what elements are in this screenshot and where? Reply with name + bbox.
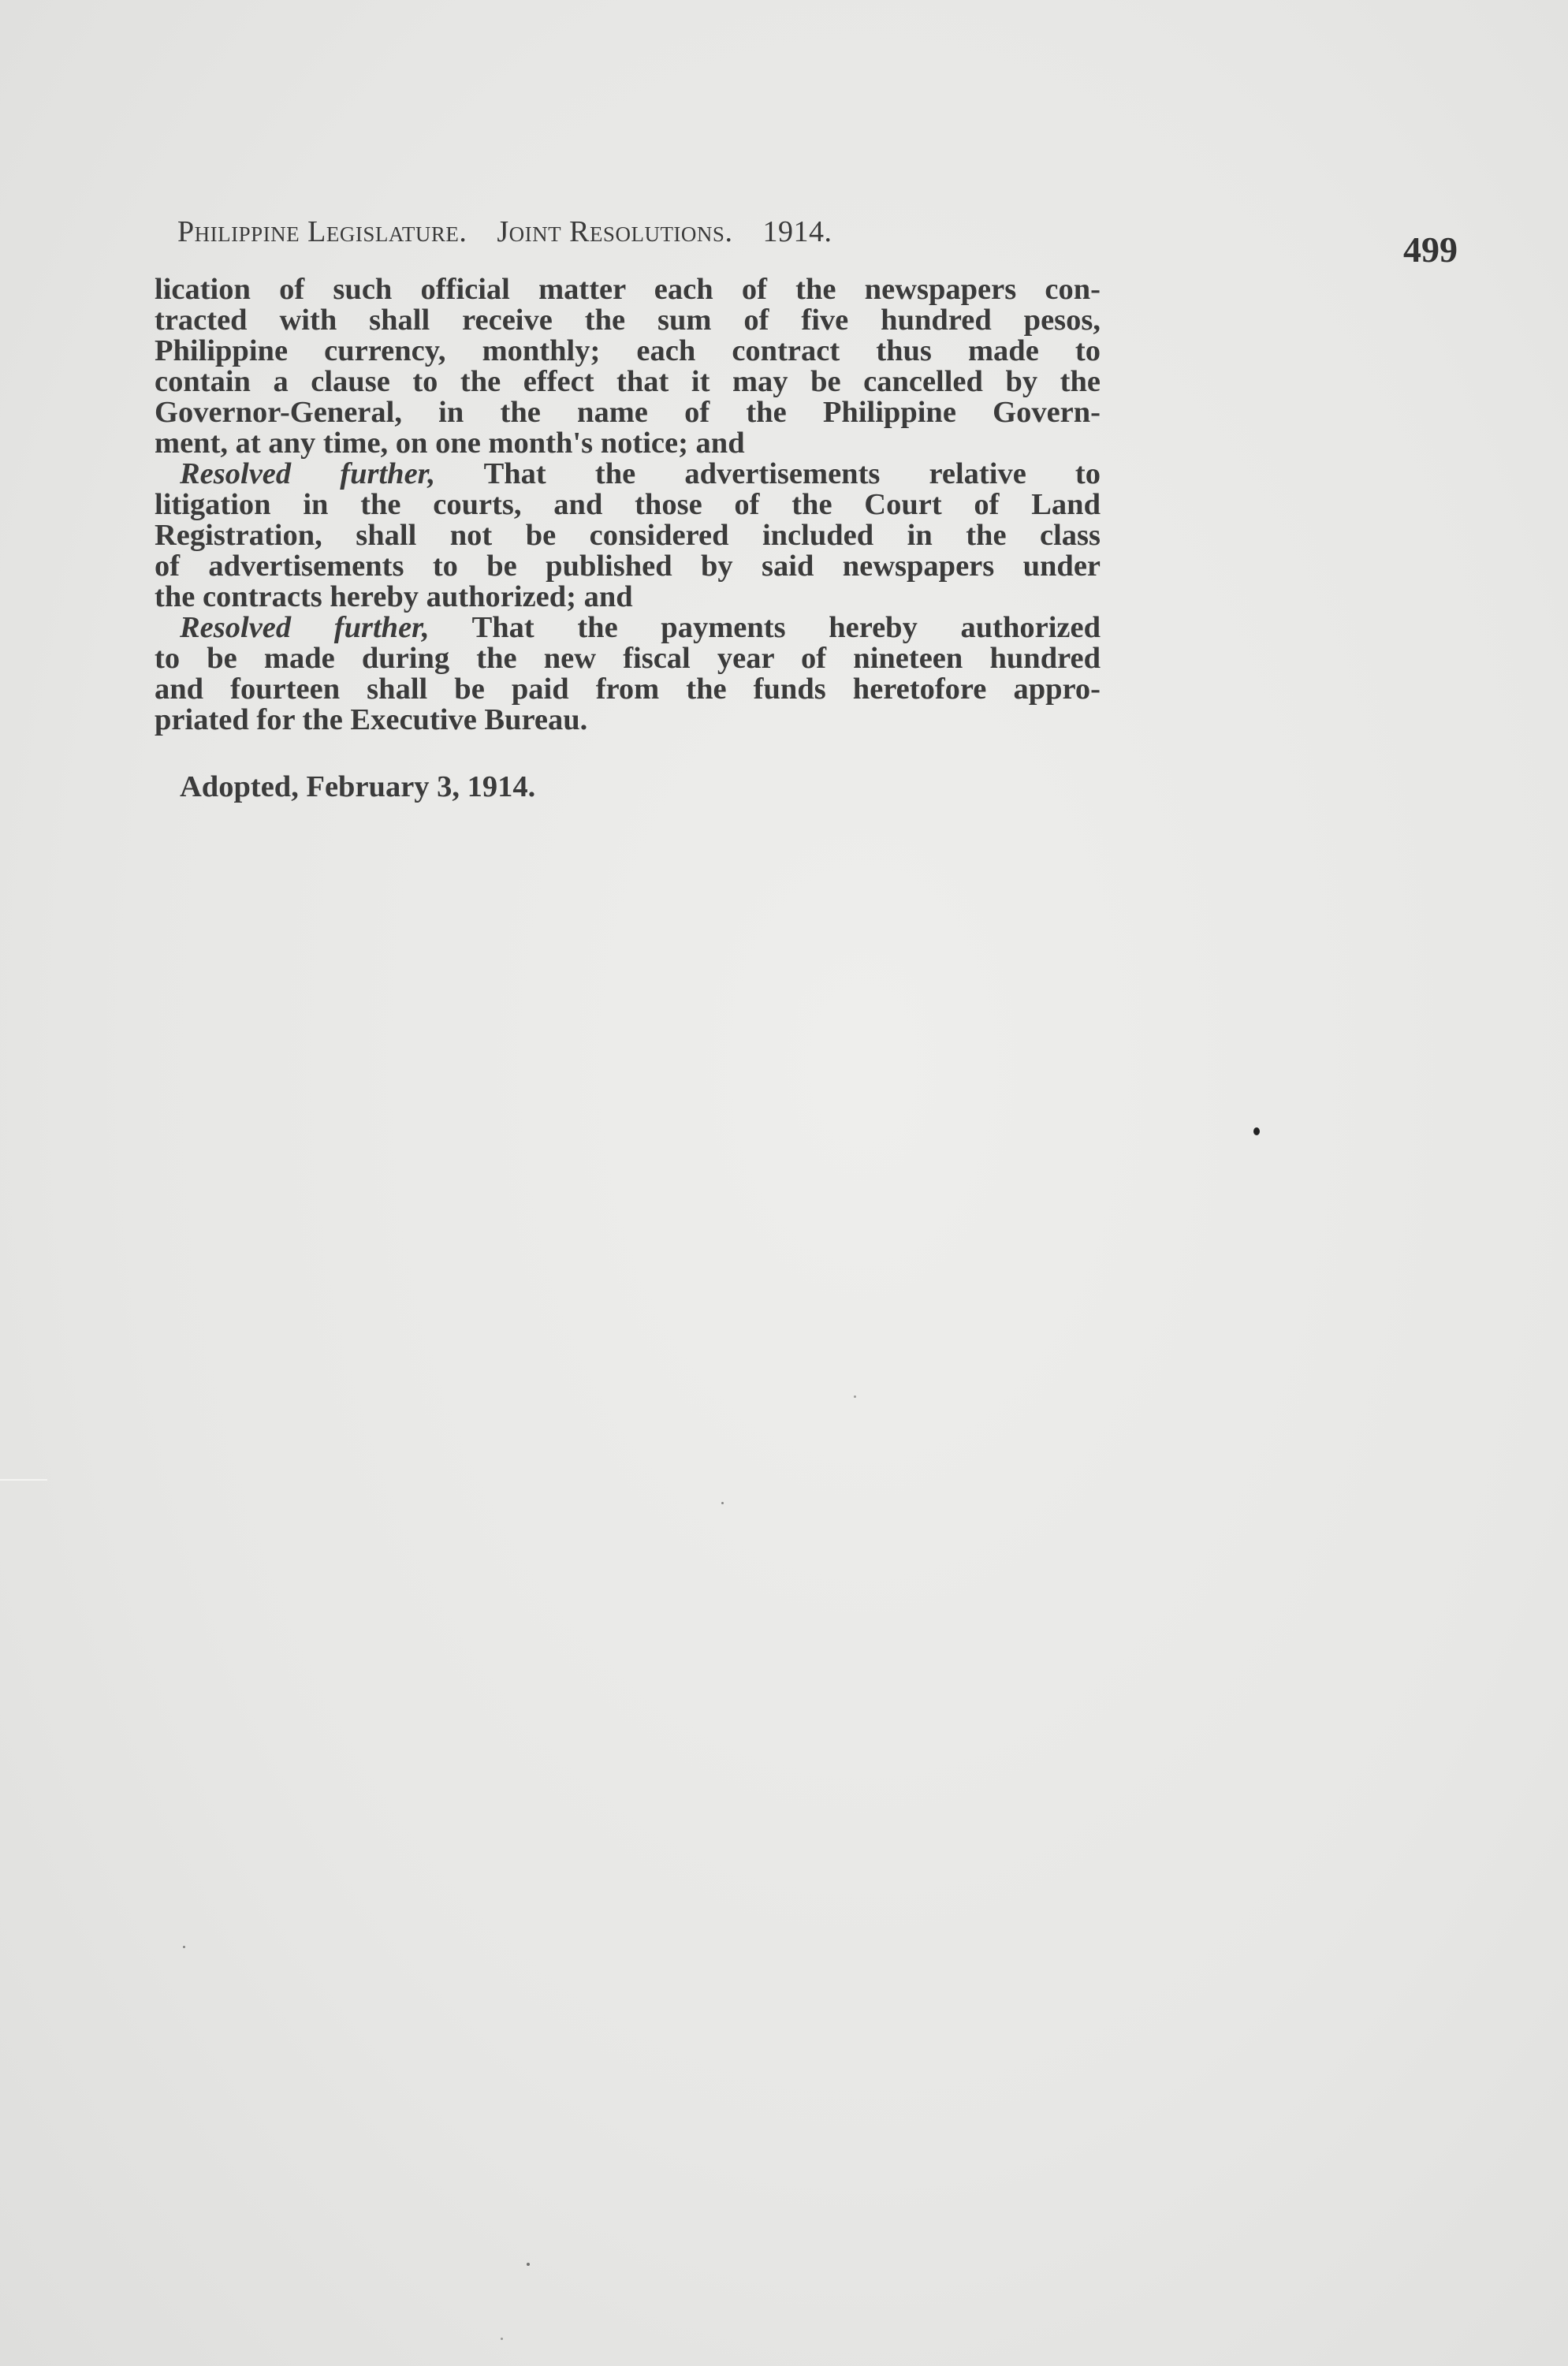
text-line: tracted with shall receive the sum of five hundred pesos, <box>155 304 1101 337</box>
page-number: 499 <box>1403 229 1458 270</box>
text-line: Philippine currency, monthly; each contract thus made to <box>155 334 1101 367</box>
ink-speck <box>1253 1127 1260 1135</box>
resolved-further-lead: Resolved further, <box>180 457 436 490</box>
text-line: the contracts hereby authorized; and <box>155 580 633 613</box>
running-head-legislature: Philippine Legislature. <box>177 215 467 248</box>
text-line: of advertisements to be published by said newspapers under <box>155 550 1101 583</box>
text-line: and fourteen shall be paid from the funds heretofore appro- <box>155 673 1101 706</box>
paragraph-resolved-2-first-line <box>155 613 1101 643</box>
running-head <box>177 214 1108 249</box>
ink-speck <box>183 1946 185 1948</box>
paragraph-resolved-1-first-line <box>155 459 1101 490</box>
resolved-further-lead: Resolved further, <box>180 611 430 644</box>
text-line: Registration, shall not be considered included in the class <box>155 519 1101 552</box>
text-line: priated for the Executive Bureau. <box>155 703 588 736</box>
running-head-year: 1914. <box>762 215 832 248</box>
ink-speck <box>527 2263 530 2266</box>
text-line: lication of such official matter each of the newspapers con- <box>155 273 1101 306</box>
ink-speck <box>854 1395 856 1398</box>
ink-speck <box>501 2338 503 2340</box>
text-line: to be made during the new fiscal year of nineteen hundred <box>155 642 1101 675</box>
scan-edge-mark <box>0 1479 47 1481</box>
text-line: Governor-General, in the name of the Philippine Govern- <box>155 396 1101 429</box>
text-line: ment, at any time, on one month's notice; and <box>155 427 745 460</box>
adopted-date: Adopted, February 3, 1914. <box>180 770 536 803</box>
ink-speck <box>721 1502 724 1504</box>
running-head-section: Joint Resolutions. <box>497 215 733 248</box>
text-fragment: That the payments hereby authorized <box>471 611 1101 644</box>
text-fragment: That the advertisements relative to <box>483 457 1101 490</box>
text-line: litigation in the courts, and those of the Court of Land <box>155 488 1101 521</box>
text-line: contain a clause to the effect that it may be cancelled by the <box>155 365 1101 398</box>
resolution-body <box>155 274 1101 736</box>
